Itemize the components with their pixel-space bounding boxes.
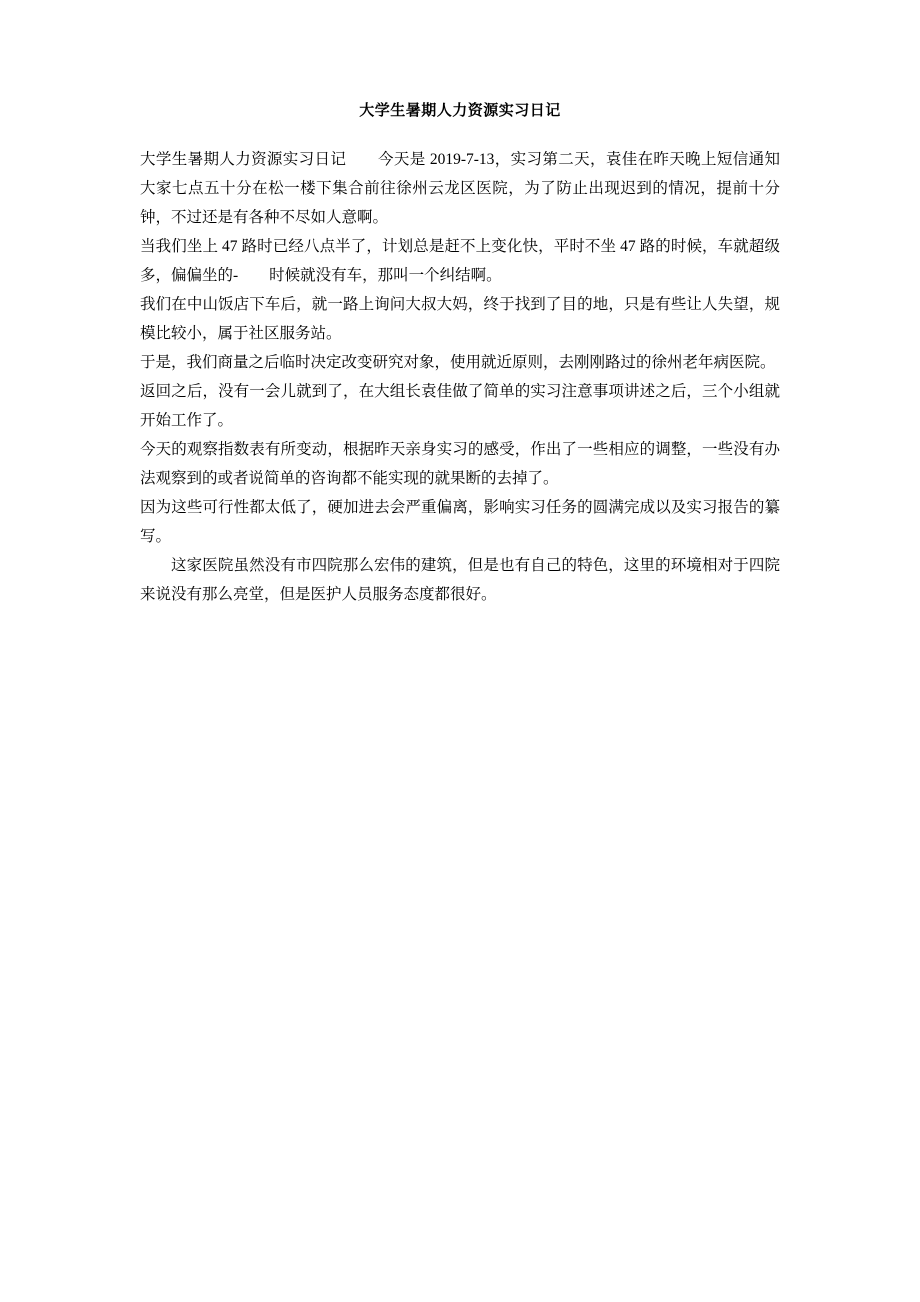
paragraph: 返回之后，没有一会儿就到了，在大组长袁佳做了简单的实习注意事项讲述之后，三个小组就开始工作了。: [140, 382, 780, 429]
paragraph: 今天的观察指数表有所变动，根据昨天亲身实习的感受，作出了一些相应的调整，一些没有办法观察到的或者说简单的咨询都不能实现的就果断的去掉了。: [140, 440, 780, 487]
paragraph: 这家医院虽然没有市四院那么宏伟的建筑，但是也有自己的特色，这里的环境相对于四院来说没有那么亮堂，但是医护人员服务态度都很好。: [140, 556, 780, 603]
paragraph: 于是，我们商量之后临时决定改变研究对象，使用就近原则，去刚刚路过的徐州老年病医院。: [140, 353, 776, 371]
paragraph: 当我们坐上 47 路时已经八点半了，计划总是赶不上变化快，平时不坐 47 路的时候，车就超级多，偏偏坐的- 时候就没有车，那叫一个纠结啊。: [140, 237, 780, 284]
paragraph: 因为这些可行性都太低了，硬加进去会严重偏离，影响实习任务的圆满完成以及实习报告的纂写。: [140, 498, 780, 545]
page-title: 大学生暑期人力资源实习日记: [359, 102, 561, 119]
paragraph: 我们在中山饭店下车后，就一路上询问大叔大妈，终于找到了目的地，只是有些让人失望，规模比较小，属于社区服务站。: [140, 295, 780, 342]
paragraph: 大学生暑期人力资源实习日记 今天是 2019-7-13，实习第二天，袁佳在昨天晚上短信通知大家七点五十分在松一楼下集合前往徐州云龙区医院，为了防止出现迟到的情况，提前十分钟，不过还是有各种不尽如人意啊。: [140, 150, 780, 226]
document-body: [140, 100, 780, 609]
